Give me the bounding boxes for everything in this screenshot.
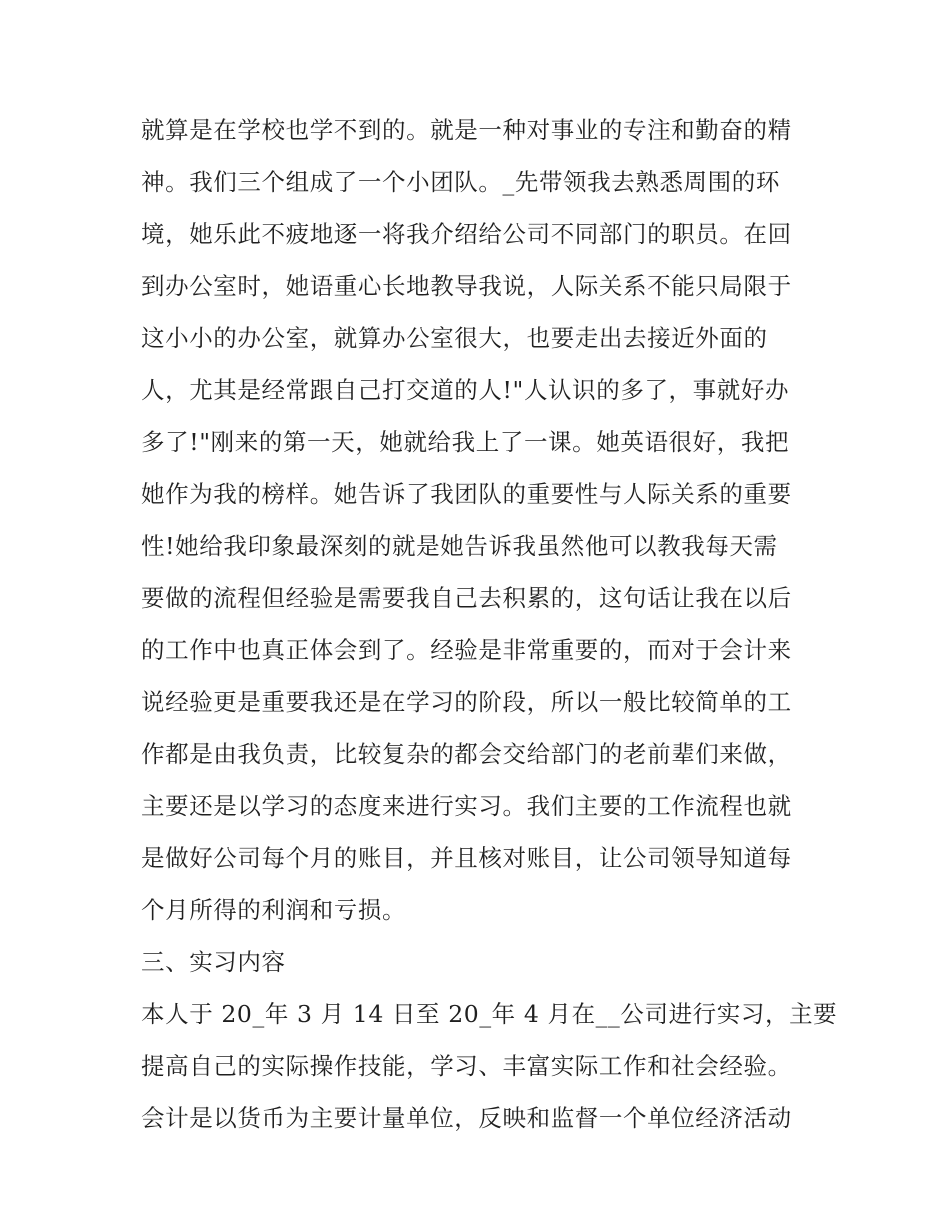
text-line: 神。我们三个组成了一个小团队。_先带领我去熟悉周围的环: [141, 168, 780, 196]
text-line: 到办公室时，她语重心长地教导我说，人际关系不能只局限于: [141, 272, 792, 300]
text-line: 多了!"刚来的第一天，她就给我上了一课。她英语很好，我把: [141, 428, 790, 456]
text-line: 提高自己的实际操作技能，学习、丰富实际工作和社会经验。: [141, 1052, 792, 1080]
text-line: 本人于 20_年 3 月 14 日至 20_年 4 月在__公司进行实习，主要: [141, 1000, 838, 1028]
text-line: 主要还是以学习的态度来进行实习。我们主要的工作流程也就: [141, 792, 792, 820]
text-line: 个月所得的利润和亏损。: [141, 896, 407, 924]
section-heading: 三、实习内容: [141, 948, 286, 976]
text-line: 的工作中也真正体会到了。经验是非常重要的，而对于会计来: [141, 636, 792, 664]
text-line: 就算是在学校也学不到的。就是一种对事业的专注和勤奋的精: [141, 116, 792, 144]
text-line: 境，她乐此不疲地逐一将我介绍给公司不同部门的职员。在回: [141, 220, 792, 248]
text-line: 要做的流程但经验是需要我自己去积累的，这句话让我在以后: [141, 584, 792, 612]
document-body: [141, 104, 838, 1144]
text-line: 这小小的办公室，就算办公室很大，也要走出去接近外面的: [141, 324, 768, 352]
text-line: 会计是以货币为主要计量单位，反映和监督一个单位经济活动: [141, 1104, 792, 1132]
text-line: 说经验更是重要我还是在学习的阶段，所以一般比较简单的工: [141, 688, 792, 716]
text-line: 人，尤其是经常跟自己打交道的人!"人认识的多了，事就好办: [141, 376, 790, 404]
text-line: 是做好公司每个月的账目，并且核对账目，让公司领导知道每: [141, 844, 792, 872]
text-line: 性!她给我印象最深刻的就是她告诉我虽然他可以教我每天需: [141, 532, 778, 560]
text-line: 作都是由我负责，比较复杂的都会交给部门的老前辈们来做，: [141, 740, 792, 768]
text-line: 她作为我的榜样。她告诉了我团队的重要性与人际关系的重要: [141, 480, 792, 508]
